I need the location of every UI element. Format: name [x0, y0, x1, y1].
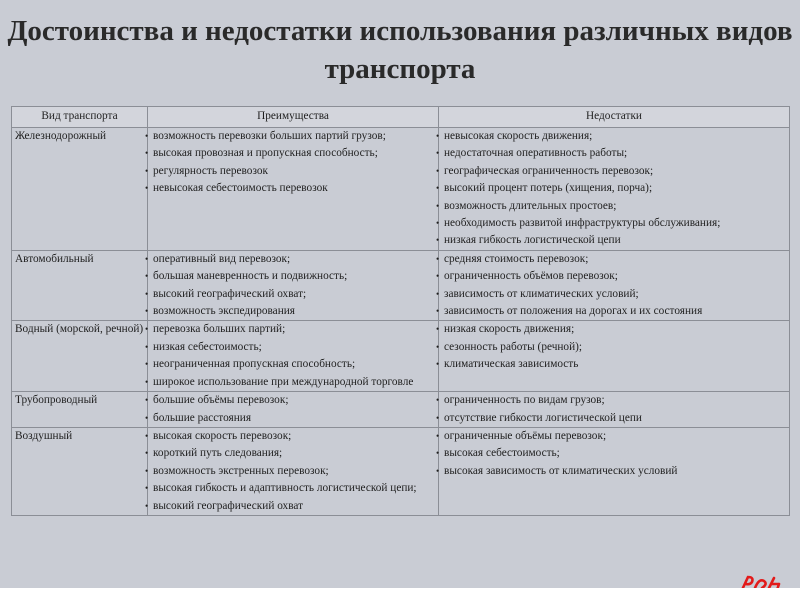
disadvantages-list: [441, 128, 787, 250]
list-item: • регулярность перевозок: [150, 163, 436, 180]
list-item: • ограниченность по видам грузов;: [441, 392, 787, 409]
list-item: • отсутствие гибкости логистической цепи: [441, 410, 787, 427]
list-item: • высокая провозная и пропускная способность;: [150, 145, 436, 162]
disadvantages-list: [441, 428, 787, 480]
transport-type-cell: Трубопроводный: [12, 392, 148, 428]
list-item: • возможность экстренных перевозок;: [150, 463, 436, 480]
disadvantages-cell: [439, 392, 790, 428]
column-header-advantages: Преимущества: [148, 107, 439, 128]
advantages-list: [150, 251, 436, 321]
list-item: • большая маневренность и подвижность;: [150, 268, 436, 285]
advantages-cell: [148, 392, 439, 428]
list-item: • возможность длительных простоев;: [441, 198, 787, 215]
list-item: • сезонность работы (речной);: [441, 339, 787, 356]
list-item: • большие объёмы перевозок;: [150, 392, 436, 409]
transport-type-cell: Железнодорожный: [12, 128, 148, 251]
list-item: • высокий географический охват: [150, 498, 436, 515]
table-row: [12, 250, 790, 321]
table-row: [12, 427, 790, 515]
advantages-cell: [148, 321, 439, 392]
disadvantages-list: [441, 392, 787, 427]
list-item: • низкая гибкость логистической цепи: [441, 232, 787, 249]
list-item: • возможность перевозки больших партий грузов;: [150, 128, 436, 145]
bottom-strip: [0, 588, 800, 600]
disadvantages-list: [441, 321, 787, 373]
list-item: • невысокая себестоимость перевозок: [150, 180, 436, 197]
transport-type-cell: Водный (морской, речной): [12, 321, 148, 392]
disadvantages-cell: [439, 128, 790, 251]
table-row: [12, 128, 790, 251]
slide-title: Достоинства и недостатки использования различных видов транспорта: [7, 15, 793, 85]
disadvantages-cell: [439, 427, 790, 515]
list-item: • короткий путь следования;: [150, 445, 436, 462]
table-header-row: [12, 107, 790, 128]
transport-type-cell: Воздушный: [12, 427, 148, 515]
list-item: • климатическая зависимость: [441, 356, 787, 373]
list-item: • высокий процент потерь (хищения, порча);: [441, 180, 787, 197]
advantages-cell: [148, 128, 439, 251]
advantages-list: [150, 392, 436, 427]
list-item: • средняя стоимость перевозок;: [441, 251, 787, 268]
disadvantages-list: [441, 251, 787, 321]
advantages-cell: [148, 250, 439, 321]
list-item: • необходимость развитой инфраструктуры обслуживания;: [441, 215, 787, 232]
list-item: • низкая скорость движения;: [441, 321, 787, 338]
list-item: • высокая гибкость и адаптивность логистической цепи;: [150, 480, 436, 497]
list-item: • высокая себестоимость;: [441, 445, 787, 462]
list-item: • перевозка больших партий;: [150, 321, 436, 338]
list-item: • невысокая скорость движения;: [441, 128, 787, 145]
advantages-list: [150, 128, 436, 198]
list-item: • неограниченная пропускная способность;: [150, 356, 436, 373]
disadvantages-cell: [439, 321, 790, 392]
list-item: • высокая скорость перевозок;: [150, 428, 436, 445]
list-item: • широкое использование при международной торговле: [150, 374, 436, 391]
advantages-list: [150, 321, 436, 391]
list-item: • низкая себестоимость;: [150, 339, 436, 356]
table-row: [12, 392, 790, 428]
list-item: • оперативный вид перевозок;: [150, 251, 436, 268]
transport-table: [11, 106, 790, 516]
list-item: • ограниченность объёмов перевозок;: [441, 268, 787, 285]
transport-type-cell: Автомобильный: [12, 250, 148, 321]
table-row: [12, 321, 790, 392]
column-header-disadvantages: Недостатки: [439, 107, 790, 128]
list-item: • высокая зависимость от климатических условий: [441, 463, 787, 480]
list-item: • высокий географический охват;: [150, 286, 436, 303]
list-item: • недостаточная оперативность работы;: [441, 145, 787, 162]
list-item: • географическая ограниченность перевозок;: [441, 163, 787, 180]
list-item: • зависимость от климатических условий;: [441, 286, 787, 303]
advantages-cell: [148, 427, 439, 515]
list-item: • возможность экспедирования: [150, 303, 436, 320]
disadvantages-cell: [439, 250, 790, 321]
advantages-list: [150, 428, 436, 515]
column-header-type: Вид транспорта: [12, 107, 148, 128]
list-item: • большие расстояния: [150, 410, 436, 427]
table-body: [12, 128, 790, 516]
list-item: • ограниченные объёмы перевозок;: [441, 428, 787, 445]
list-item: • зависимость от положения на дорогах и их состояния: [441, 303, 787, 320]
